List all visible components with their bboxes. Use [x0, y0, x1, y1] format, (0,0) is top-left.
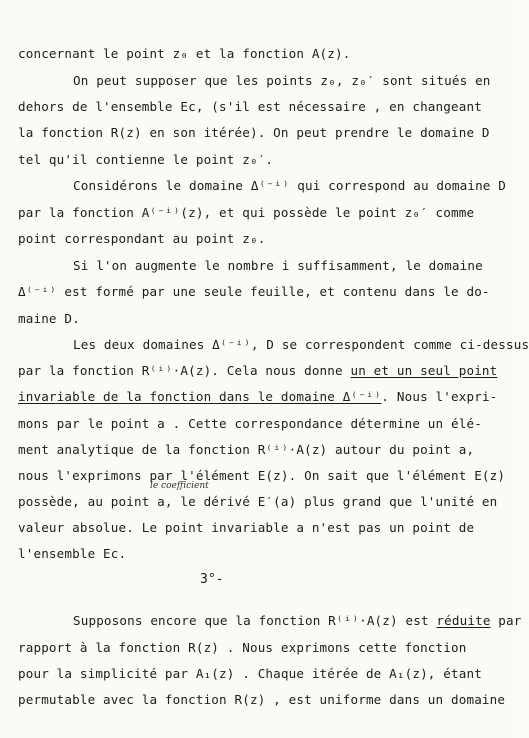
- text-line: pour la simplicité par A₁(z) . Chaque itérée de A₁(z), étant: [18, 666, 482, 681]
- text-line: Les deux domaines Δ⁽⁻ⁱ⁾, D se correspondent comme ci-dessus: [73, 337, 529, 352]
- text-line: dehors de l'ensemble Ec, (s'il est nécessaire , en changeant: [18, 99, 482, 114]
- text-line: mons par le point a . Cette correspondance détermine un élé-: [18, 416, 482, 431]
- text-span: par la fonction R⁽ⁱ⁾·A(z). Cela nous donne: [18, 363, 343, 378]
- text-line: maine D.: [18, 311, 80, 326]
- text-line: On peut supposer que les points z₀, z₀′ sont situés en: [73, 73, 491, 88]
- text-line: l'ensemble Ec.: [18, 546, 127, 561]
- underlined-phrase: invariable de la fonction dans le domaine Δ⁽⁻ⁱ⁾: [18, 389, 382, 404]
- text-line: point correspondant au point z₀.: [18, 231, 266, 246]
- text-line: concernant le point z₀ et la fonction A(z).: [18, 46, 351, 61]
- text-line: possède, au point a, le dérivé E′(a) plus grand que l'unité en: [18, 494, 498, 509]
- text-line: Si l'on augmente le nombre i suffisamment, le domaine: [73, 258, 483, 273]
- text-line: [73, 613, 522, 629]
- handwritten-correction: le coefficient: [150, 481, 209, 491]
- text-span: . Nous l'expri-: [381, 389, 498, 404]
- text-span: Supposons encore que la fonction R⁽ⁱ⁾·A(z) est: [73, 613, 429, 628]
- text-line: Considérons le domaine Δ⁽⁻ⁱ⁾ qui correspond au domaine D: [73, 178, 506, 193]
- text-line: [18, 363, 516, 379]
- text-line: tel qu'il contienne le point z₀′.: [18, 152, 274, 167]
- text-span: par: [498, 613, 522, 628]
- text-line: permutable avec la fonction R(z) , est uniforme dans un domaine: [18, 692, 506, 707]
- text-line: [18, 389, 516, 405]
- section-number: 3°-: [200, 572, 224, 587]
- text-line: valeur absolue. Le point invariable a n'est pas un point de: [18, 520, 475, 535]
- text-line: ment analytique de la fonction R⁽ⁱ⁾·A(z) autour du point a,: [18, 442, 475, 457]
- text-line: rapport à la fonction R(z) . Nous exprimons cette fonction: [18, 640, 467, 655]
- text-line: la fonction R(z) en son itérée). On peut prendre le domaine D: [18, 125, 490, 140]
- underlined-phrase: un et un seul point: [350, 363, 498, 378]
- text-line: par la fonction A⁽⁻ⁱ⁾(z), et qui possède le point z₀′ comme: [18, 205, 475, 220]
- text-line: Δ⁽⁻ⁱ⁾ est formé par une seule feuille, et contenu dans le do-: [18, 284, 490, 299]
- underlined-word: réduite: [436, 613, 491, 628]
- text-line: nous l'exprimons par l'élément E(z). On sait que l'élément E(z): [18, 468, 506, 483]
